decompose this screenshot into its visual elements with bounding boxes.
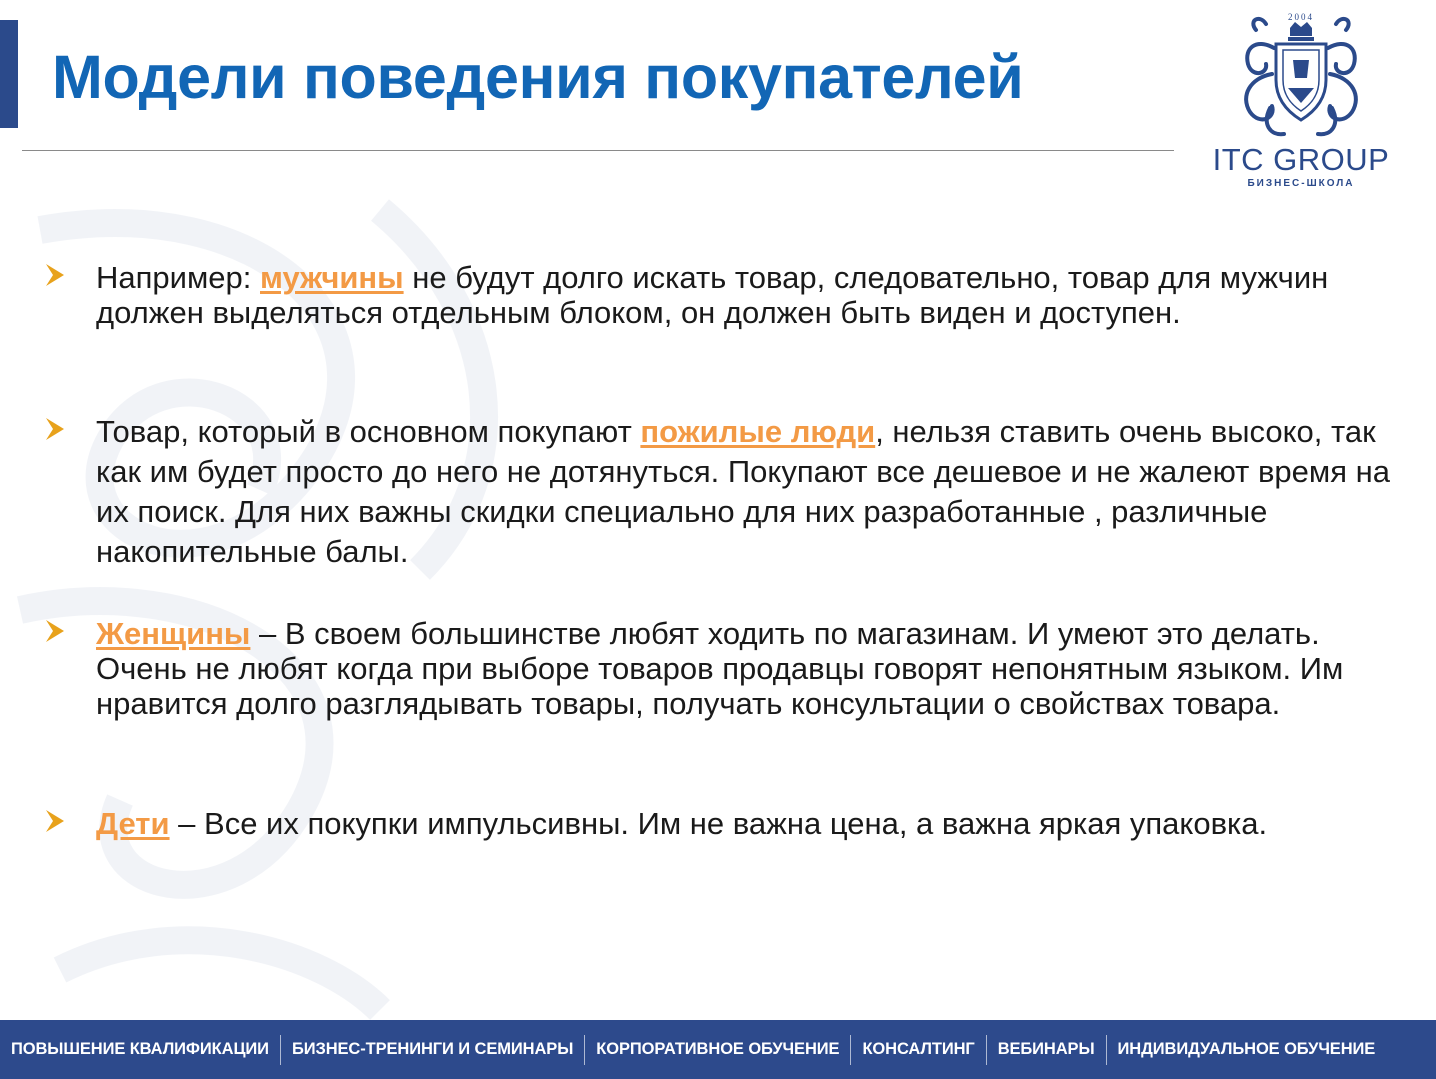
bullet-body: , нельзя ставить очень высоко, так как им будет просто до него не дотянуться. Покупают все дешевое и не жалеют время на их поиск. Для них важны скидки специально для них разработанные , различные накопительные балы. bbox=[96, 414, 1390, 569]
bullet-highlight: пожилые люди bbox=[640, 414, 876, 449]
company-logo bbox=[1196, 8, 1406, 193]
crest-emblem-icon bbox=[1226, 8, 1376, 143]
title-divider bbox=[22, 150, 1174, 151]
bullet-text bbox=[96, 806, 1394, 841]
left-accent-bar bbox=[0, 20, 18, 128]
arrow-bullet-icon bbox=[44, 416, 66, 442]
bullet-highlight: мужчины bbox=[260, 260, 404, 295]
bullet-item bbox=[44, 260, 1394, 330]
bullet-item bbox=[44, 616, 1394, 721]
footer-item-corporate: КОРПОРАТИВНОЕ ОБУЧЕНИЕ bbox=[596, 1040, 840, 1058]
bullet-text bbox=[96, 616, 1394, 721]
bullet-lead: Товар, который в основном покупают bbox=[96, 414, 641, 449]
footer-item-qualification: ПОВЫШЕНИЕ КВАЛИФИКАЦИИ bbox=[11, 1040, 269, 1058]
logo-subtitle: БИЗНЕС-ШКОЛА bbox=[1247, 178, 1355, 189]
bullet-item bbox=[44, 412, 1394, 572]
bullet-body: – В своем большинстве любят ходить по магазинам. И умеют это делать. Очень не любят когда при выборе товаров продавцы говорят непонятным языком. Им нравится долго разглядывать товары, получать консультации о свойствах товара. bbox=[96, 616, 1344, 721]
logo-year: 2004 bbox=[1288, 12, 1314, 22]
bullet-highlight: Дети bbox=[96, 806, 170, 841]
footer-item-webinars: ВЕБИНАРЫ bbox=[997, 1040, 1095, 1058]
arrow-bullet-icon bbox=[44, 262, 66, 288]
logo-name: ITC GROUP bbox=[1212, 142, 1390, 177]
bullet-item bbox=[44, 806, 1394, 841]
footer-item-consulting: КОНСАЛТИНГ bbox=[862, 1040, 975, 1058]
bullet-text bbox=[96, 260, 1394, 330]
bullet-body: не будут долго искать товар, следовательно, товар для мужчин должен выделяться отдельным блоком, он должен быть виден и доступен. bbox=[96, 260, 1329, 330]
slide-title: Модели поведения покупателей bbox=[52, 43, 1024, 111]
footer-bar bbox=[0, 1020, 1436, 1079]
footer-item-individual: ИНДИВИДУАЛЬНОЕ ОБУЧЕНИЕ bbox=[1117, 1040, 1376, 1058]
footer-item-trainings: БИЗНЕС-ТРЕНИНГИ И СЕМИНАРЫ bbox=[291, 1040, 574, 1058]
arrow-bullet-icon bbox=[44, 618, 66, 644]
arrow-bullet-icon bbox=[44, 808, 66, 834]
bullet-body: – Все их покупки импульсивны. Им не важна цена, а важна яркая упаковка. bbox=[169, 806, 1268, 841]
bullet-text bbox=[96, 412, 1394, 572]
bullet-lead: Например: bbox=[96, 260, 260, 295]
bullet-highlight: Женщины bbox=[96, 616, 251, 651]
